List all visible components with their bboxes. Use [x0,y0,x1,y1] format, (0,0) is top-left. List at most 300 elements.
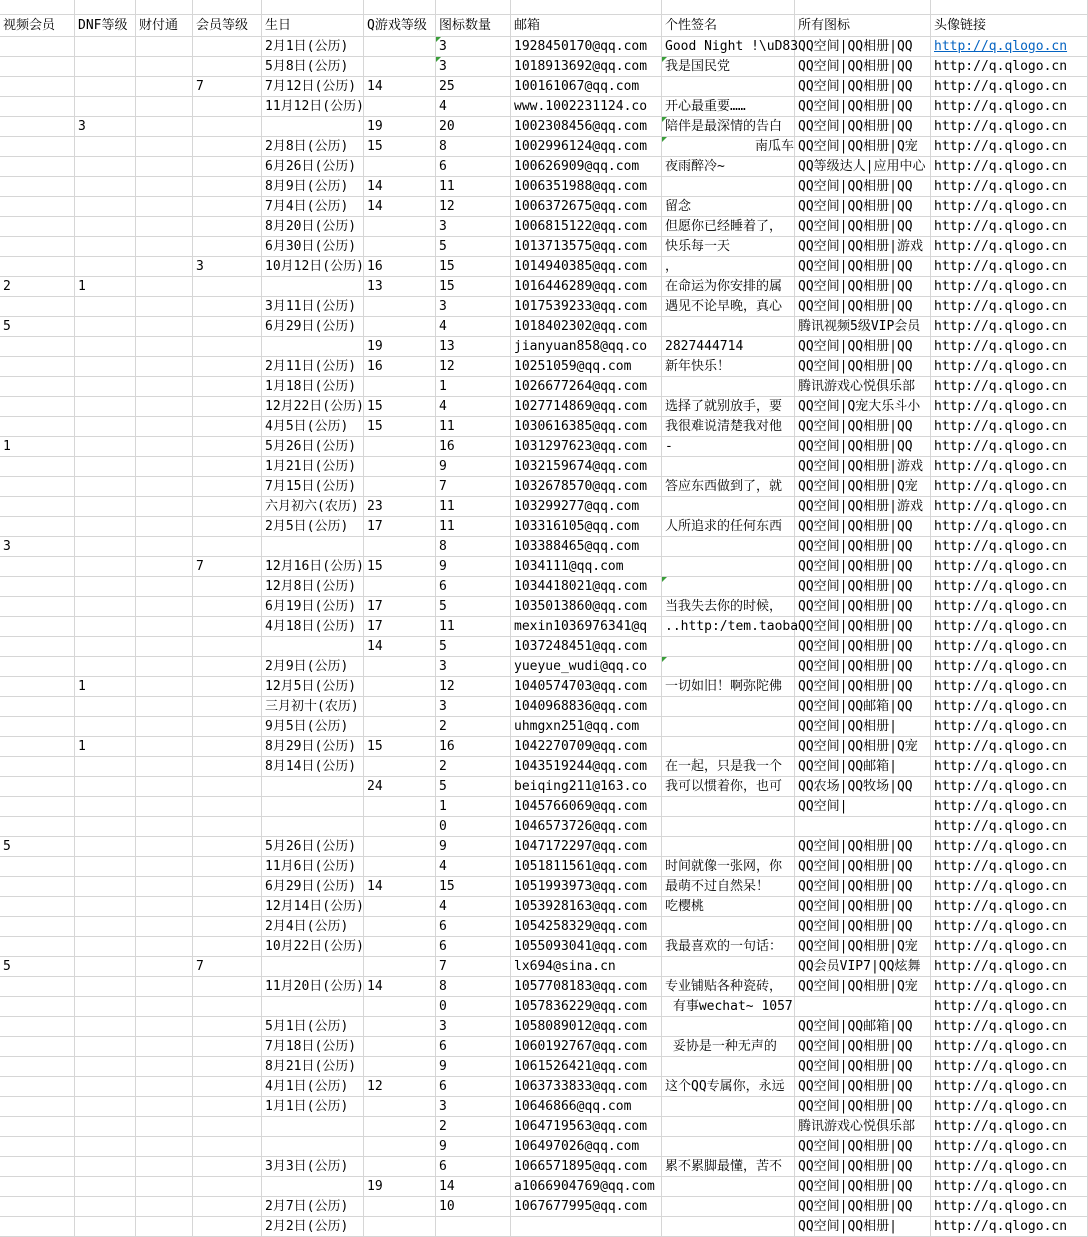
cell-vip[interactable] [193,1177,262,1197]
cell-birthday[interactable]: 1月18日(公历) [262,377,364,397]
cell-dnf[interactable] [75,1117,136,1137]
cell-birthday[interactable]: 12月16日(公历) [262,557,364,577]
cell-vip[interactable] [193,817,262,837]
cell-vip[interactable] [193,597,262,617]
cell-dnf[interactable] [75,417,136,437]
cell-dnf[interactable] [75,457,136,477]
cell-link[interactable]: http://q.qlogo.cn [931,157,1088,177]
cell-qgame[interactable] [364,377,436,397]
cell-dnf[interactable] [75,757,136,777]
cell-vip[interactable]: 7 [193,557,262,577]
cell-vip[interactable] [193,417,262,437]
cell-sig[interactable] [662,657,795,677]
cell-email[interactable]: 1928450170@qq.com [511,37,662,57]
cell-birthday[interactable]: 8月20日(公历) [262,217,364,237]
cell-birthday[interactable]: 6月26日(公历) [262,157,364,177]
cell-video[interactable]: 2 [0,277,75,297]
cell-icons_count[interactable]: 16 [436,437,511,457]
cell-icons[interactable]: QQ空间|QQ相册|QQ [795,57,931,77]
cell-tenpay[interactable] [136,317,193,337]
cell-email[interactable]: 1032159674@qq.com [511,457,662,477]
cell-vip[interactable] [193,137,262,157]
cell-icons[interactable]: QQ空间|QQ相册|QQ [795,837,931,857]
cell-birthday[interactable]: 7月15日(公历) [262,477,364,497]
cell-tenpay[interactable] [136,977,193,997]
cell-sig[interactable]: 我是国民党 [662,57,795,77]
cell-qgame[interactable]: 17 [364,517,436,537]
cell-icons[interactable]: QQ空间|QQ相册|QQ [795,1177,931,1197]
cell-icons_count[interactable]: 6 [436,1037,511,1057]
cell-dnf[interactable] [75,977,136,997]
cell-vip[interactable] [193,1097,262,1117]
cell-sig[interactable]: 累不累脚最懂，苦不 [662,1157,795,1177]
cell-dnf[interactable] [75,997,136,1017]
cell-vip[interactable] [193,117,262,137]
cell-birthday[interactable] [262,797,364,817]
cell-link[interactable]: http://q.qlogo.cn [931,1117,1088,1137]
cell-video[interactable] [0,397,75,417]
cell-tenpay[interactable] [136,237,193,257]
cell-icons_count[interactable]: 3 [436,37,511,57]
cell-birthday[interactable]: 8月29日(公历) [262,737,364,757]
cell-icons[interactable]: QQ空间|QQ相册|游戏 [795,457,931,477]
cell-birthday[interactable] [262,637,364,657]
cell-link[interactable]: http://q.qlogo.cn [931,77,1088,97]
cell-qgame[interactable] [364,1157,436,1177]
cell-birthday[interactable]: 7月4日(公历) [262,197,364,217]
cell-dnf[interactable]: 3 [75,117,136,137]
cell-tenpay[interactable] [136,117,193,137]
cell-icons_count[interactable]: 12 [436,677,511,697]
cell-link[interactable]: http://q.qlogo.cn [931,337,1088,357]
cell-icons_count[interactable]: 25 [436,77,511,97]
cell-qgame[interactable] [364,657,436,677]
cell-tenpay[interactable] [136,77,193,97]
cell-dnf[interactable] [75,877,136,897]
cell-icons[interactable]: QQ空间|QQ相册|QQ [795,257,931,277]
cell-vip[interactable] [193,857,262,877]
cell-vip[interactable] [193,437,262,457]
cell-sig[interactable] [662,577,795,597]
cell-sig[interactable] [662,1017,795,1037]
cell-birthday[interactable]: 10月22日(公历) [262,937,364,957]
cell-video[interactable] [0,1097,75,1117]
cell-icons_count[interactable]: 13 [436,337,511,357]
cell-tenpay[interactable] [136,717,193,737]
cell-vip[interactable] [193,697,262,717]
cell-video[interactable] [0,1157,75,1177]
cell-sig[interactable] [662,77,795,97]
cell-dnf[interactable] [75,557,136,577]
cell-link[interactable]: http://q.qlogo.cn [931,1177,1088,1197]
cell-icons[interactable]: QQ空间|QQ相册|QQ [795,617,931,637]
cell-dnf[interactable] [75,437,136,457]
cell-vip[interactable] [193,157,262,177]
cell-qgame[interactable]: 14 [364,197,436,217]
cell-vip[interactable] [193,477,262,497]
cell-icons_count[interactable]: 2 [436,757,511,777]
cell-video[interactable] [0,37,75,57]
cell-dnf[interactable] [75,377,136,397]
cell-qgame[interactable] [364,997,436,1017]
cell-dnf[interactable]: 1 [75,677,136,697]
cell-icons[interactable]: QQ空间|QQ相册|QQ [795,857,931,877]
cell-birthday[interactable]: 1月1日(公历) [262,1097,364,1117]
cell-sig[interactable]: Good Night !\uD83 [662,37,795,57]
cell-link[interactable]: http://q.qlogo.cn [931,737,1088,757]
cell-tenpay[interactable] [136,97,193,117]
cell-qgame[interactable]: 16 [364,357,436,377]
cell-email[interactable]: 1055093041@qq.com [511,937,662,957]
cell-birthday[interactable] [262,957,364,977]
cell-sig[interactable] [662,1197,795,1217]
cell-tenpay[interactable] [136,537,193,557]
cell-dnf[interactable] [75,657,136,677]
cell-tenpay[interactable] [136,777,193,797]
cell-qgame[interactable] [364,437,436,457]
cell-icons_count[interactable]: 6 [436,157,511,177]
cell-email[interactable]: 1053928163@qq.com [511,897,662,917]
cell-icons_count[interactable]: 6 [436,577,511,597]
cell-video[interactable] [0,677,75,697]
cell-birthday[interactable]: 2月7日(公历) [262,1197,364,1217]
cell-sig[interactable] [662,917,795,937]
cell-birthday[interactable]: 11月6日(公历) [262,857,364,877]
cell-email[interactable]: 1032678570@qq.com [511,477,662,497]
cell-tenpay[interactable] [136,477,193,497]
cell-birthday[interactable]: 5月26日(公历) [262,437,364,457]
cell-dnf[interactable] [75,397,136,417]
cell-video[interactable] [0,257,75,277]
cell-qgame[interactable] [364,897,436,917]
cell-email[interactable]: lx694@sina.cn [511,957,662,977]
cell-link[interactable]: http://q.qlogo.cn [931,757,1088,777]
cell-qgame[interactable]: 17 [364,597,436,617]
cell-email[interactable]: www.1002231124.co [511,97,662,117]
cell-dnf[interactable] [75,537,136,557]
cell-tenpay[interactable] [136,357,193,377]
cell-birthday[interactable]: 8月14日(公历) [262,757,364,777]
cell-video[interactable] [0,1177,75,1197]
cell-qgame[interactable]: 12 [364,1077,436,1097]
column-header-dnf[interactable]: DNF等级 [75,15,136,37]
cell-icons[interactable]: QQ空间|QQ相册|QQ [795,597,931,617]
cell-email[interactable]: 1034111@qq.com [511,557,662,577]
cell-sig[interactable]: ， [662,257,795,277]
cell-vip[interactable] [193,1077,262,1097]
cell-tenpay[interactable] [136,1117,193,1137]
cell-tenpay[interactable] [136,997,193,1017]
cell-icons[interactable]: QQ空间|QQ相册|Q宠 [795,737,931,757]
cell-email[interactable]: 10251059@qq.com [511,357,662,377]
cell-icons[interactable] [795,997,931,1017]
cell-icons_count[interactable] [436,1217,511,1237]
cell-icons_count[interactable]: 9 [436,1137,511,1157]
cell-icons[interactable]: QQ空间|QQ相册|QQ [795,557,931,577]
cell-email[interactable]: 100626909@qq.com [511,157,662,177]
cell-email[interactable]: 1067677995@qq.com [511,1197,662,1217]
cell-tenpay[interactable] [136,1017,193,1037]
cell-vip[interactable]: 3 [193,257,262,277]
cell-icons_count[interactable]: 4 [436,397,511,417]
cell-birthday[interactable] [262,997,364,1017]
cell-sig[interactable]: 但愿你已经睡着了， [662,217,795,237]
cell-email[interactable]: 106497026@qq.com [511,1137,662,1157]
cell-qgame[interactable] [364,297,436,317]
cell-birthday[interactable] [262,277,364,297]
cell-dnf[interactable] [75,1177,136,1197]
cell-qgame[interactable] [364,917,436,937]
cell-sig[interactable] [662,1217,795,1237]
cell-qgame[interactable]: 15 [364,737,436,757]
cell-birthday[interactable]: 5月26日(公历) [262,837,364,857]
cell-icons_count[interactable]: 15 [436,277,511,297]
cell-icons_count[interactable]: 5 [436,777,511,797]
cell-link[interactable]: http://q.qlogo.cn [931,617,1088,637]
cell-video[interactable] [0,97,75,117]
cell-dnf[interactable] [75,857,136,877]
cell-sig[interactable] [662,837,795,857]
cell-sig[interactable]: 遇见不论早晚，真心 [662,297,795,317]
cell-vip[interactable] [193,97,262,117]
cell-video[interactable] [0,237,75,257]
cell-video[interactable] [0,777,75,797]
cell-birthday[interactable]: 4月5日(公历) [262,417,364,437]
cell-sig[interactable] [662,717,795,737]
cell-icons_count[interactable]: 10 [436,1197,511,1217]
cell-video[interactable] [0,217,75,237]
cell-sig[interactable]: 留念 [662,197,795,217]
cell-vip[interactable] [193,1157,262,1177]
cell-email[interactable]: 1002308456@qq.com [511,117,662,137]
cell-birthday[interactable]: 6月29日(公历) [262,317,364,337]
cell-qgame[interactable] [364,1217,436,1237]
cell-icons_count[interactable]: 12 [436,357,511,377]
cell-icons_count[interactable]: 3 [436,1097,511,1117]
cell-vip[interactable] [193,897,262,917]
column-header-link[interactable]: 头像链接 [931,15,1088,37]
cell-link[interactable]: http://q.qlogo.cn [931,857,1088,877]
cell-birthday[interactable] [262,817,364,837]
cell-dnf[interactable] [75,517,136,537]
cell-email[interactable]: beiqing211@163.co [511,777,662,797]
cell-vip[interactable] [193,457,262,477]
cell-tenpay[interactable] [136,957,193,977]
cell-qgame[interactable] [364,477,436,497]
cell-video[interactable] [0,757,75,777]
cell-video[interactable] [0,557,75,577]
cell-birthday[interactable]: 12月5日(公历) [262,677,364,697]
cell-birthday[interactable] [262,117,364,137]
cell-birthday[interactable] [262,777,364,797]
cell-link[interactable]: http://q.qlogo.cn [931,817,1088,837]
cell-tenpay[interactable] [136,797,193,817]
cell-birthday[interactable] [262,1137,364,1157]
cell-video[interactable] [0,997,75,1017]
cell-sig[interactable]: 快乐每一天 [662,237,795,257]
cell-icons[interactable]: QQ空间|QQ相册| [795,717,931,737]
cell-email[interactable]: 1046573726@qq.com [511,817,662,837]
cell-video[interactable] [0,77,75,97]
cell-icons_count[interactable]: 11 [436,617,511,637]
cell-dnf[interactable] [75,137,136,157]
cell-dnf[interactable] [75,497,136,517]
cell-video[interactable]: 5 [0,837,75,857]
cell-tenpay[interactable] [136,1197,193,1217]
cell-link[interactable]: http://q.qlogo.cn [931,877,1088,897]
cell-tenpay[interactable] [136,57,193,77]
cell-email[interactable]: 1060192767@qq.com [511,1037,662,1057]
column-header-birthday[interactable]: 生日 [262,15,364,37]
cell-tenpay[interactable] [136,577,193,597]
cell-tenpay[interactable] [136,177,193,197]
cell-sig[interactable] [662,557,795,577]
cell-qgame[interactable] [364,1037,436,1057]
cell-qgame[interactable] [364,577,436,597]
cell-tenpay[interactable] [136,1217,193,1237]
cell-link[interactable]: http://q.qlogo.cn [931,257,1088,277]
cell-video[interactable] [0,497,75,517]
cell-sig[interactable] [662,637,795,657]
cell-icons_count[interactable]: 3 [436,657,511,677]
cell-tenpay[interactable] [136,737,193,757]
cell-qgame[interactable] [364,677,436,697]
cell-qgame[interactable]: 15 [364,557,436,577]
cell-icons_count[interactable]: 11 [436,497,511,517]
cell-tenpay[interactable] [136,677,193,697]
cell-dnf[interactable] [75,1217,136,1237]
cell-dnf[interactable] [75,1057,136,1077]
cell-icons[interactable]: QQ空间| [795,797,931,817]
cell-link[interactable]: http://q.qlogo.cn [931,977,1088,997]
cell-vip[interactable] [193,937,262,957]
column-header-sig[interactable]: 个性签名 [662,15,795,37]
cell-sig[interactable] [662,177,795,197]
cell-vip[interactable] [193,797,262,817]
cell-icons[interactable]: QQ空间|QQ相册|QQ [795,917,931,937]
cell-video[interactable] [0,1117,75,1137]
cell-link[interactable]: http://q.qlogo.cn [931,1077,1088,1097]
cell-sig[interactable]: 我最喜欢的一句话： [662,937,795,957]
cell-link[interactable]: http://q.qlogo.cn [931,1217,1088,1237]
cell-email[interactable]: 103388465@qq.com [511,537,662,557]
cell-email[interactable]: 1057708183@qq.com [511,977,662,997]
cell-birthday[interactable] [262,337,364,357]
cell-icons[interactable]: QQ空间|QQ相册|QQ [795,657,931,677]
cell-tenpay[interactable] [136,157,193,177]
cell-icons[interactable]: 腾讯视频5级VIP会员 [795,317,931,337]
cell-birthday[interactable]: 12月22日(公历) [262,397,364,417]
cell-sig[interactable] [662,457,795,477]
cell-birthday[interactable] [262,537,364,557]
cell-email[interactable]: 1061526421@qq.com [511,1057,662,1077]
cell-link[interactable]: http://q.qlogo.cn [931,117,1088,137]
cell-icons_count[interactable]: 11 [436,417,511,437]
cell-tenpay[interactable] [136,897,193,917]
cell-dnf[interactable] [75,217,136,237]
column-header-video[interactable]: 视频会员 [0,15,75,37]
cell-icons_count[interactable]: 16 [436,737,511,757]
cell-video[interactable] [0,697,75,717]
cell-qgame[interactable] [364,837,436,857]
cell-tenpay[interactable] [136,517,193,537]
cell-icons[interactable]: QQ空间|QQ相册|QQ [795,537,931,557]
cell-qgame[interactable] [364,697,436,717]
cell-sig[interactable] [662,317,795,337]
cell-dnf[interactable] [75,37,136,57]
cell-vip[interactable] [193,637,262,657]
cell-vip[interactable] [193,497,262,517]
cell-link[interactable]: http://q.qlogo.cn [931,897,1088,917]
cell-icons_count[interactable]: 8 [436,537,511,557]
cell-birthday[interactable]: 8月9日(公历) [262,177,364,197]
cell-link[interactable]: http://q.qlogo.cn [931,597,1088,617]
cell-email[interactable]: 1013713575@qq.com [511,237,662,257]
cell-icons[interactable]: QQ空间|QQ相册|QQ [795,177,931,197]
cell-tenpay[interactable] [136,617,193,637]
cell-video[interactable] [0,1037,75,1057]
cell-icons[interactable]: QQ空间|QQ相册|QQ [795,197,931,217]
cell-qgame[interactable]: 14 [364,977,436,997]
cell-birthday[interactable]: 8月21日(公历) [262,1057,364,1077]
cell-icons[interactable]: QQ空间|QQ相册|QQ [795,117,931,137]
cell-icons_count[interactable]: 12 [436,197,511,217]
cell-birthday[interactable]: 6月30日(公历) [262,237,364,257]
cell-icons[interactable]: QQ等级达人|应用中心 [795,157,931,177]
cell-birthday[interactable]: 3月3日(公历) [262,1157,364,1177]
cell-qgame[interactable]: 14 [364,637,436,657]
cell-birthday[interactable]: 12月8日(公历) [262,577,364,597]
cell-icons[interactable]: QQ空间|QQ邮箱| [795,757,931,777]
cell-birthday[interactable]: 4月18日(公历) [262,617,364,637]
cell-sig[interactable]: 人所追求的任何东西 [662,517,795,537]
cell-email[interactable]: 1026677264@qq.com [511,377,662,397]
cell-icons[interactable]: QQ空间|QQ相册|QQ [795,277,931,297]
cell-qgame[interactable] [364,37,436,57]
cell-icons[interactable]: QQ空间|QQ相册|游戏 [795,237,931,257]
cell-link[interactable]: http://q.qlogo.cn [931,917,1088,937]
cell-video[interactable] [0,197,75,217]
cell-dnf[interactable] [75,337,136,357]
cell-video[interactable]: 5 [0,317,75,337]
cell-qgame[interactable] [364,537,436,557]
cell-qgame[interactable] [364,717,436,737]
cell-email[interactable]: 1035013860@qq.com [511,597,662,617]
cell-tenpay[interactable] [136,457,193,477]
cell-link[interactable]: http://q.qlogo.cn [931,837,1088,857]
cell-dnf[interactable] [75,177,136,197]
cell-video[interactable] [0,1137,75,1157]
cell-vip[interactable] [193,1217,262,1237]
cell-icons_count[interactable]: 5 [436,237,511,257]
cell-video[interactable] [0,797,75,817]
cell-birthday[interactable]: 6月19日(公历) [262,597,364,617]
cell-birthday[interactable]: 12月14日(公历) [262,897,364,917]
cell-icons[interactable]: QQ空间|QQ相册|QQ [795,337,931,357]
cell-icons[interactable]: QQ空间|QQ相册|QQ [795,97,931,117]
cell-vip[interactable] [193,217,262,237]
cell-email[interactable]: 1037248451@qq.com [511,637,662,657]
cell-qgame[interactable]: 19 [364,337,436,357]
cell-icons_count[interactable]: 0 [436,997,511,1017]
cell-sig[interactable] [662,797,795,817]
cell-link[interactable]: http://q.qlogo.cn [931,1017,1088,1037]
cell-dnf[interactable] [75,817,136,837]
cell-link[interactable]: http://q.qlogo.cn [931,777,1088,797]
cell-dnf[interactable] [75,77,136,97]
cell-email[interactable]: 1018913692@qq.com [511,57,662,77]
cell-sig[interactable] [662,697,795,717]
